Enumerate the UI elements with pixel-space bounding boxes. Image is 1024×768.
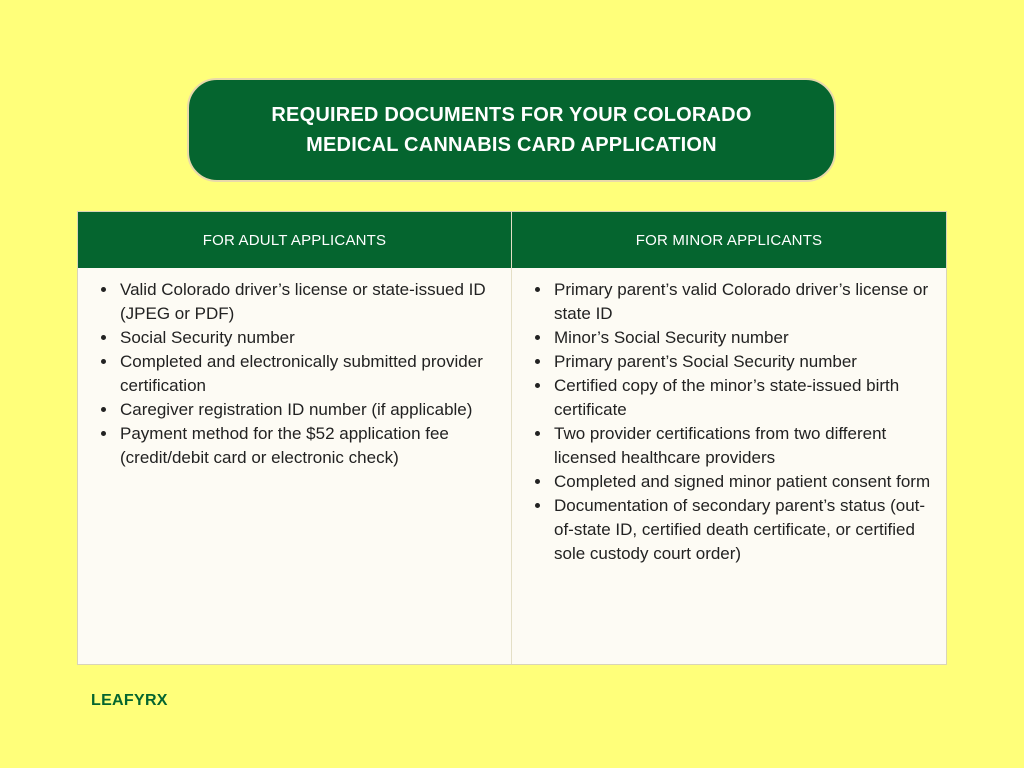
minor-requirements-list [530, 278, 934, 566]
adult-requirements-list [96, 278, 499, 470]
requirements-table [77, 211, 947, 665]
adult-column-body [78, 268, 512, 664]
adult-column-header: FOR ADULT APPLICANTS [78, 212, 512, 268]
list-item: • Caregiver registration ID number (if applicable) [118, 398, 499, 422]
list-item: • Two provider certifications from two different licensed healthcare providers [552, 422, 934, 470]
list-item: • Payment method for the $52 application fee (credit/debit card or electronic check) [118, 422, 499, 470]
list-item: • Valid Colorado driver’s license or state-issued ID (JPEG or PDF) [118, 278, 499, 326]
title-banner [187, 78, 836, 182]
title-line-2: MEDICAL CANNABIS CARD APPLICATION [306, 134, 717, 156]
list-item: • Social Security number [118, 326, 499, 350]
title-line-1: REQUIRED DOCUMENTS FOR YOUR COLORADO [271, 104, 752, 126]
list-item: • Primary parent’s Social Security number [552, 350, 934, 374]
minor-column-body [512, 268, 946, 664]
list-item: • Minor’s Social Security number [552, 326, 934, 350]
list-item: • Certified copy of the minor’s state-issued birth certificate [552, 374, 934, 422]
list-item: • Documentation of secondary parent’s status (out-of-state ID, certified death certificate, or certified sole custody court order) [552, 494, 934, 566]
list-item: • Completed and electronically submitted provider certification [118, 350, 499, 398]
list-item: • Completed and signed minor patient consent form [552, 470, 934, 494]
brand-logo-text: LEAFYRX [91, 692, 168, 709]
minor-column-header: FOR MINOR APPLICANTS [512, 212, 946, 268]
list-item: • Primary parent’s valid Colorado driver’s license or state ID [552, 278, 934, 326]
